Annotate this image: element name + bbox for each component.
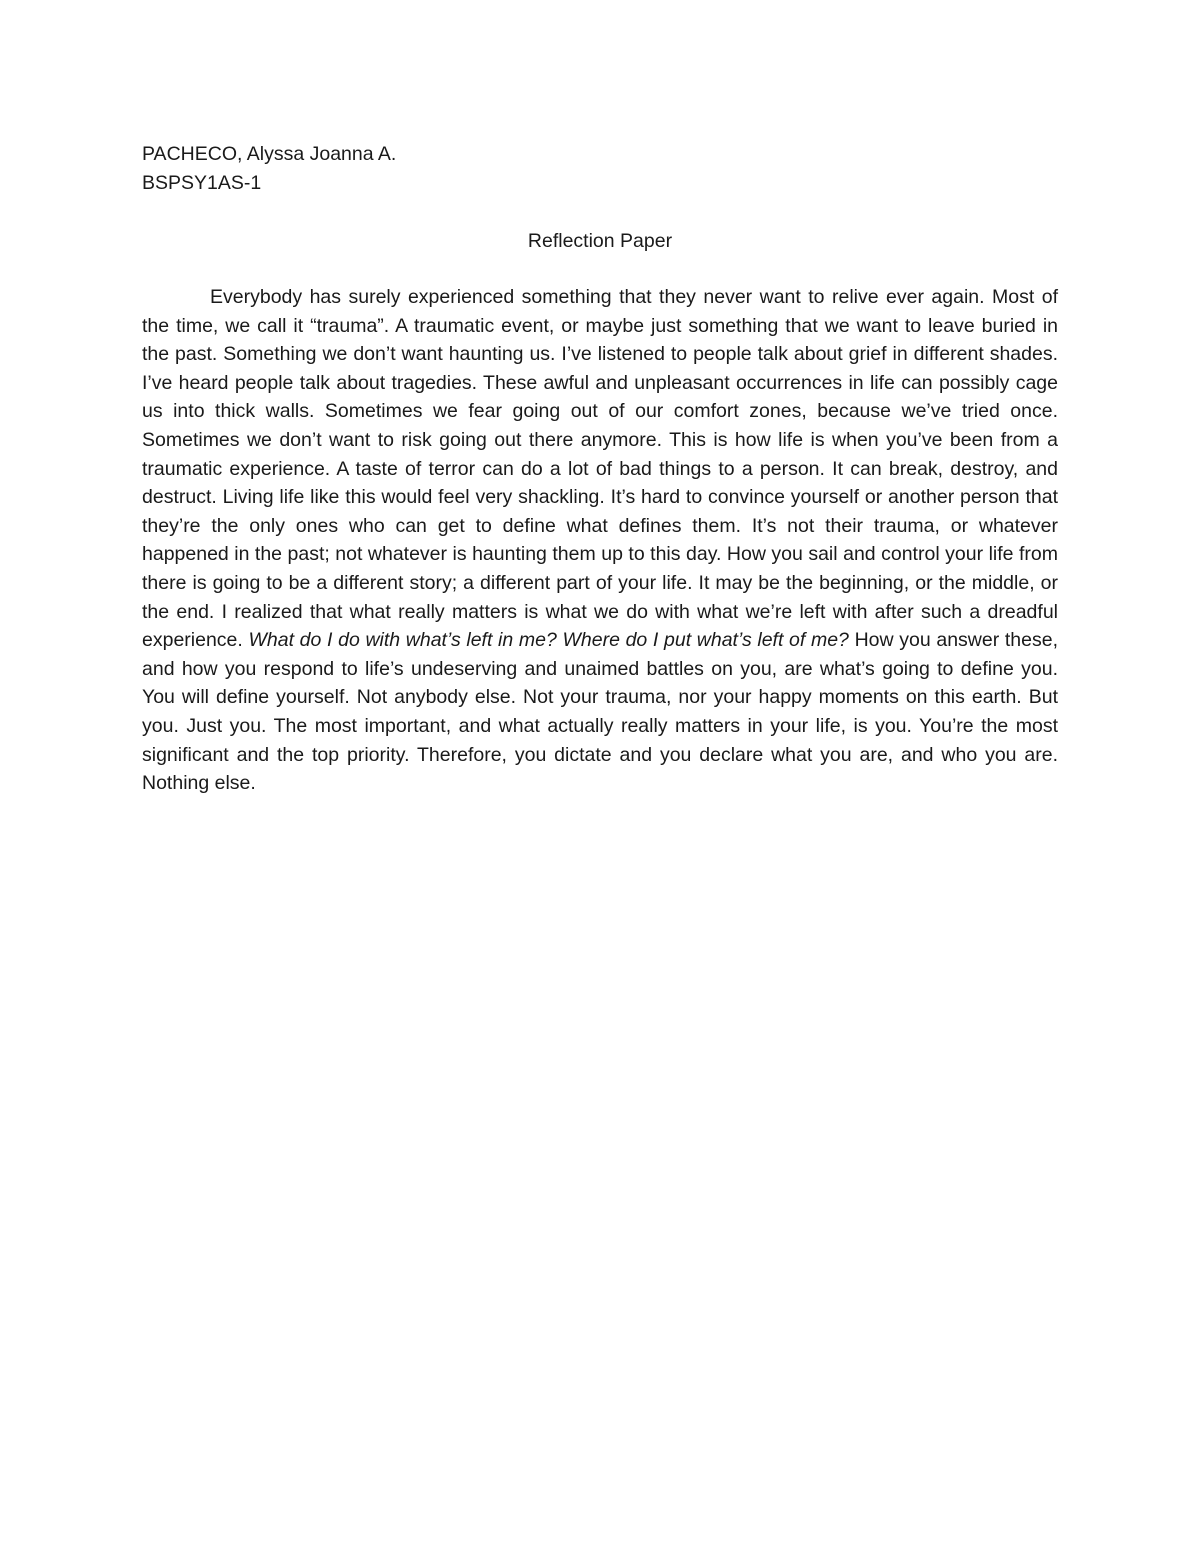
paper-title: Reflection Paper [527,230,673,252]
header-block [142,140,396,198]
body-paragraph [142,283,1058,798]
section-code: BSPSY1AS-1 [142,172,262,194]
paragraph-text-part-1: Everybody has surely experienced something that they never want to relive ever again. Most of the time, we call it “trauma”. A traumatic event, or maybe just something that we want to leave buried in the past. Something we don’t want haunting us. I’ve listened to people talk about grief in different shades. I’ve heard people talk about tragedies. These awful and unpleasant occurrences in life can possibly cage us into thick walls. Sometimes we fear going out of our comfort zones, because we’ve tried once. Sometimes we don’t want to risk going out there anymore. This is how life is when you’ve been from a traumatic experience. A taste of terror can do a lot of bad things to a person. It can break, destroy, and destruct. Living life like this would feel very shackling. It’s hard to convince yourself or another person that they’re the only ones who can get to define what defines them. It’s not their trauma, or whatever happened in the past; not whatever is haunting them up to this day. How you sail and control your life from there is going to be a different story; a different part of your life. It may be the beginning, or the middle, or the end. I realized that what really matters is what we do with what we’re left with after such a dreadful experience. [142,286,1058,652]
author-name: PACHECO, Alyssa Joanna A. [142,143,397,165]
italic-questions: What do I do with what’s left in me? Where do I put what’s left of me? [248,629,849,652]
paragraph-text-part-2: How you answer these, and how you respond to life’s undeserving and unaimed battles on you, are what’s going to define you. You will define yourself. Not anybody else. Not your trauma, nor your happy moments on this earth. But you. Just you. The most important, and what actually really matters in your life, is you. You’re the most significant and the top priority. Therefore, you dictate and you declare what you are, and who you are. Nothing else. [142,629,1058,795]
